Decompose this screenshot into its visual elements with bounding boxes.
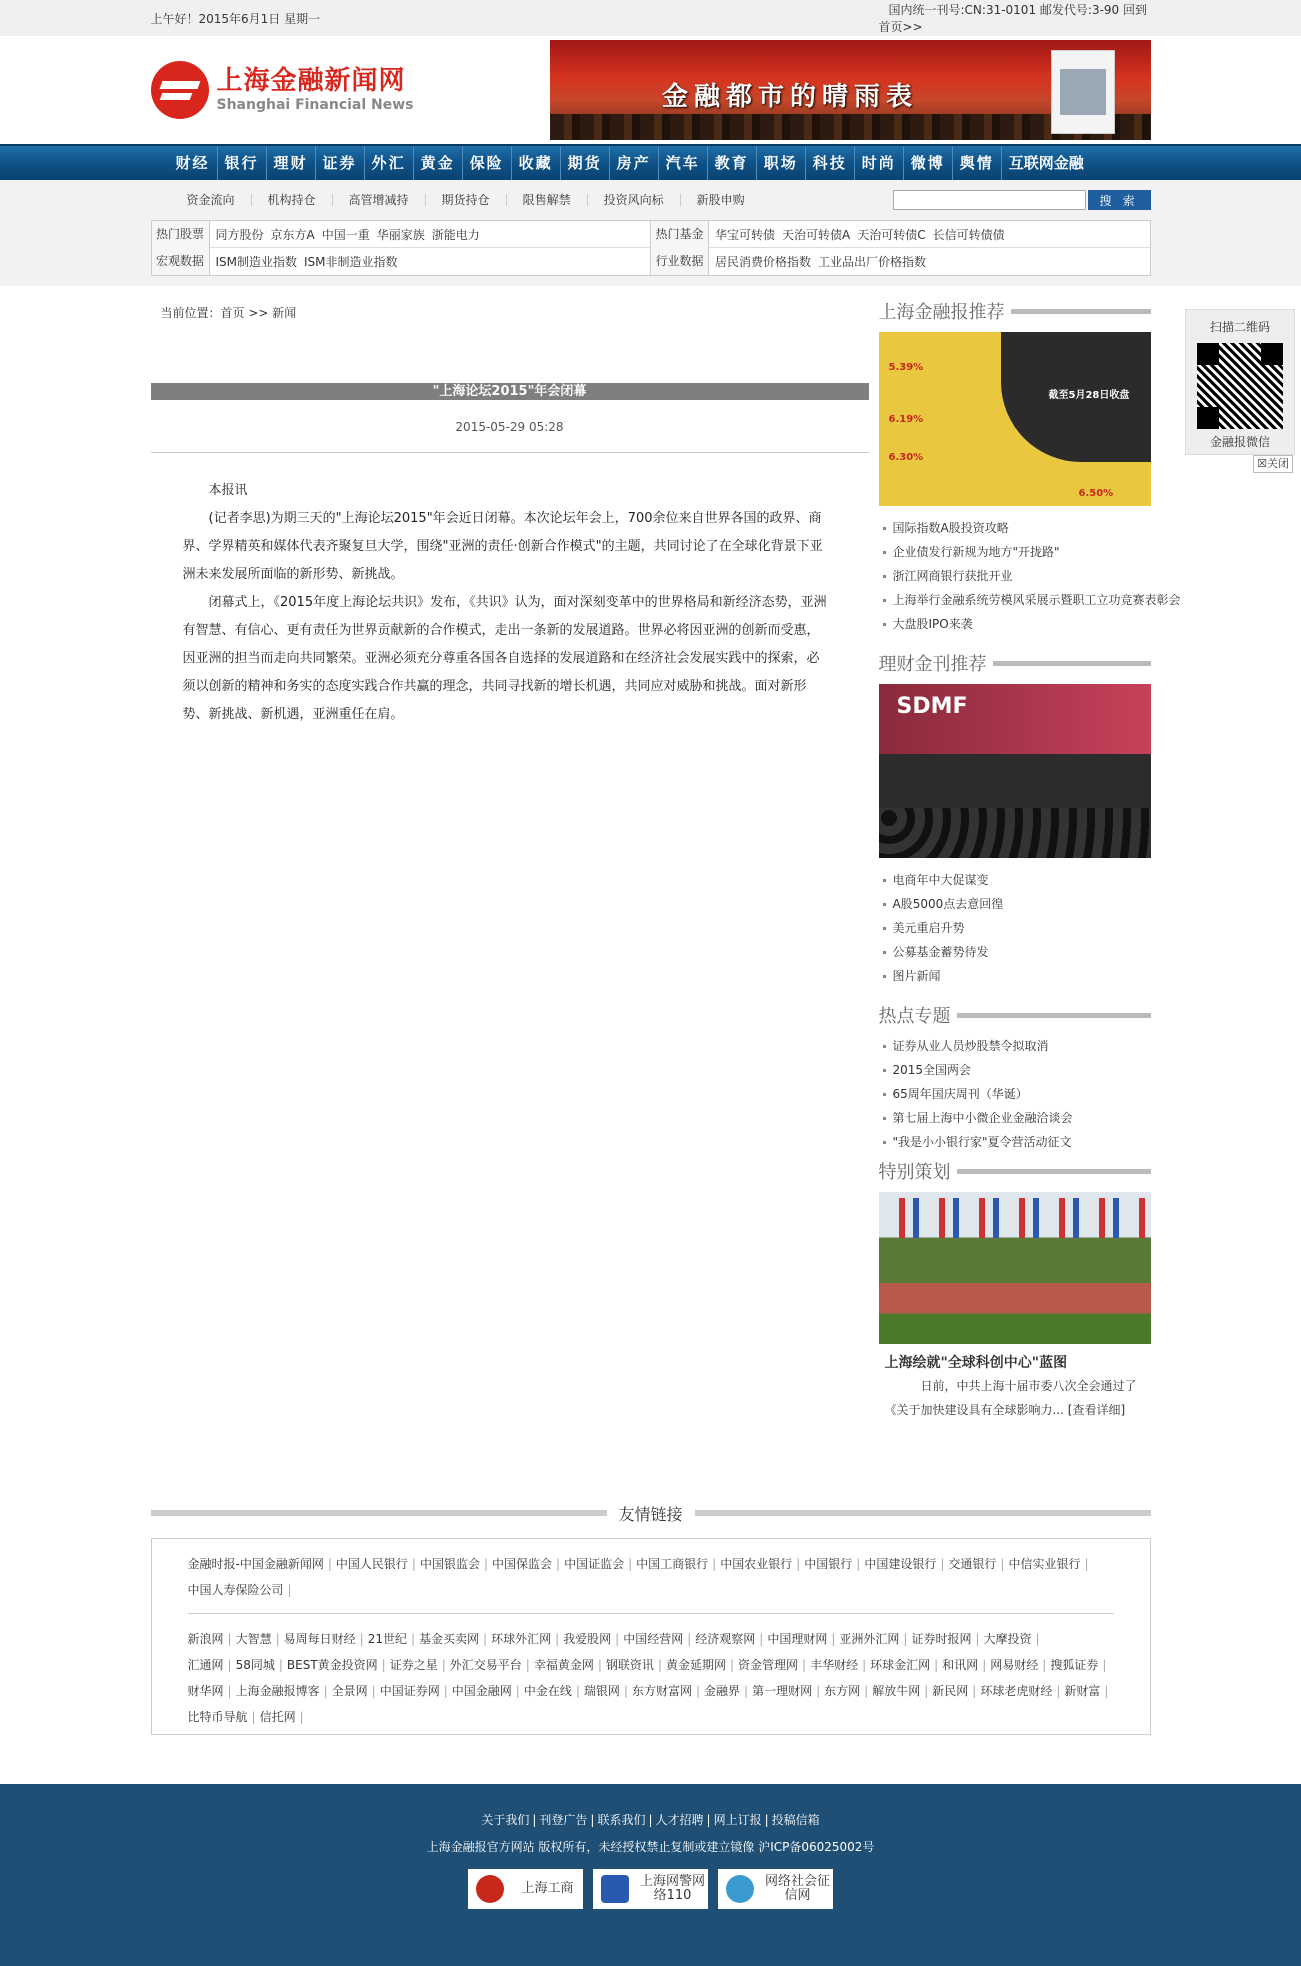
article-title: "上海论坛2015"年会闭幕 bbox=[151, 383, 869, 400]
search-button[interactable]: 搜 索 bbox=[1088, 190, 1151, 210]
qr-title: 扫描二维码 bbox=[1209, 320, 1270, 334]
subnav-link[interactable]: 投资风向标 bbox=[588, 194, 681, 206]
link-separator: | bbox=[1102, 1658, 1107, 1672]
list-item[interactable]: "我是小小银行家"夏令营活动征文 bbox=[879, 1130, 1151, 1154]
nav-item[interactable]: 期货 bbox=[561, 146, 610, 180]
list-item[interactable]: 65周年国庆周刊（华诞） bbox=[879, 1082, 1151, 1106]
friend-link[interactable]: 网易财经 bbox=[990, 1658, 1039, 1672]
nav-item[interactable]: 科技 bbox=[806, 146, 855, 180]
hot-topics-heading: 热点专题 bbox=[879, 1000, 1151, 1030]
friend-link[interactable]: 中国理财网 bbox=[767, 1632, 828, 1646]
qr-close-button[interactable]: ☒关闭 bbox=[1253, 455, 1293, 473]
data-values bbox=[709, 226, 1012, 243]
friend-link[interactable]: 比特币导航 bbox=[187, 1710, 248, 1724]
link-separator: | bbox=[729, 1658, 735, 1672]
friend-link[interactable]: 金融时报-中国金融新闻网 bbox=[187, 1557, 324, 1571]
link-separator: | bbox=[443, 1684, 448, 1698]
friend-link[interactable]: 中国证监会 bbox=[564, 1557, 625, 1571]
nav-item[interactable]: 证券 bbox=[316, 146, 365, 180]
friend-link[interactable]: 中金在线 bbox=[523, 1684, 572, 1698]
logo-cn: 上海金融新闻网 bbox=[216, 66, 406, 96]
data-link[interactable]: ISM制造业指数 bbox=[215, 255, 298, 269]
header bbox=[0, 36, 1301, 144]
link-separator: | bbox=[483, 1557, 489, 1571]
link-separator: | bbox=[816, 1684, 821, 1698]
nav-item[interactable]: 职场 bbox=[757, 146, 806, 180]
friend-link[interactable]: 21世纪 bbox=[367, 1632, 407, 1646]
magazine-list bbox=[879, 868, 1151, 988]
link-separator: | bbox=[695, 1684, 700, 1698]
list-item[interactable]: 电商年中大促谋变 bbox=[879, 868, 1151, 892]
subnav-link[interactable]: 新股申购 bbox=[696, 193, 745, 207]
footer-link[interactable]: 投稿信箱 bbox=[771, 1813, 820, 1827]
nav-item[interactable]: 黄金 bbox=[414, 146, 463, 180]
data-category-label: 宏观数据 bbox=[152, 248, 210, 275]
link-separator: | bbox=[411, 1557, 416, 1571]
data-cell bbox=[650, 248, 1150, 275]
flags-shape bbox=[879, 1198, 1151, 1238]
data-link[interactable]: 华宝可转债 bbox=[715, 227, 776, 242]
data-cell bbox=[152, 221, 651, 247]
list-item[interactable]: 上海举行金融系统劳模风采展示暨职工立功竞赛表彰会 bbox=[879, 588, 1151, 612]
friend-link[interactable]: 58同城 bbox=[235, 1658, 275, 1672]
link-separator: | bbox=[275, 1632, 280, 1646]
image-label: 6.30% bbox=[888, 452, 924, 463]
data-link[interactable]: 华丽家族 bbox=[376, 227, 425, 242]
nav-item[interactable]: 汽车 bbox=[659, 146, 708, 180]
data-row bbox=[152, 221, 1150, 248]
nav-item[interactable]: 外汇 bbox=[365, 146, 414, 180]
link-separator: | bbox=[483, 1632, 488, 1646]
friend-link[interactable]: 证券之星 bbox=[389, 1658, 438, 1672]
special-image[interactable] bbox=[879, 1192, 1151, 1344]
friend-link[interactable]: 中国人民银行 bbox=[335, 1557, 408, 1571]
image-label: 6.19% bbox=[888, 414, 924, 425]
friend-link[interactable]: 新民网 bbox=[932, 1684, 969, 1698]
link-separator: | bbox=[934, 1658, 939, 1672]
list-item[interactable]: 国际指数A股投资攻略 bbox=[879, 516, 1151, 540]
link-separator: | bbox=[371, 1684, 376, 1698]
friend-link[interactable]: 中国银行 bbox=[804, 1557, 853, 1571]
shield-icon bbox=[726, 1875, 754, 1903]
link-separator: | bbox=[287, 1583, 292, 1597]
recommend-heading: 上海金融报推荐 bbox=[879, 296, 1151, 326]
article-paragraph: (记者李思)为期三天的"上海论坛2015"年会近日闭幕。本次论坛年会上，700余位来自世界各国的政界、商界、学界精英和媒体代表齐聚复旦大学，围绕"亚洲的责任·创新合作模式"的主题，共同讨论了在全球化背景下亚洲未来发展所面临的新形势、新挑战。 bbox=[182, 511, 823, 582]
data-link[interactable]: 天治可转债C bbox=[857, 227, 926, 242]
footer-links bbox=[0, 1811, 1301, 1828]
friend-links-divider bbox=[188, 1613, 1114, 1614]
friend-link[interactable]: 交通银行 bbox=[948, 1557, 997, 1571]
link-separator: | bbox=[555, 1632, 560, 1646]
badge-shanghai-business[interactable]: 上海工商 bbox=[468, 1869, 583, 1909]
article-lead: 本报讯 bbox=[208, 483, 248, 498]
market-data-table bbox=[151, 220, 1151, 276]
footer-link[interactable]: 刊登广告 bbox=[539, 1813, 588, 1827]
recommend-list bbox=[879, 516, 1181, 636]
police-emblem-icon bbox=[476, 1875, 504, 1903]
data-row bbox=[152, 248, 1150, 275]
link-separator: | bbox=[575, 1684, 580, 1698]
link-separator: | bbox=[1056, 1684, 1061, 1698]
footer-link[interactable]: 人才招聘 bbox=[655, 1813, 704, 1827]
friend-link[interactable]: 中国建设银行 bbox=[864, 1557, 937, 1571]
logo-icon bbox=[151, 61, 209, 119]
link-separator: | bbox=[327, 1557, 332, 1571]
friend-link[interactable]: 大摩投资 bbox=[983, 1632, 1032, 1646]
link-separator: | bbox=[441, 1658, 446, 1672]
logo-en: Shanghai Financial News bbox=[216, 97, 414, 113]
link-separator: | bbox=[227, 1632, 232, 1646]
data-link[interactable]: 居民消费价格指数 bbox=[715, 255, 812, 269]
nav-item[interactable]: 时尚 bbox=[855, 146, 904, 180]
link-separator: | bbox=[972, 1684, 977, 1698]
friend-link[interactable]: 易周每日财经 bbox=[283, 1632, 356, 1646]
friend-link[interactable]: 黄金延期网 bbox=[665, 1658, 726, 1672]
banner-title: 金融都市的晴雨表 bbox=[661, 82, 918, 112]
link-separator: | bbox=[278, 1658, 283, 1672]
data-category-label: 热门股票 bbox=[152, 221, 210, 248]
data-values bbox=[210, 226, 487, 243]
close-icon: ☒ bbox=[1257, 457, 1267, 470]
link-separator: | bbox=[982, 1658, 987, 1672]
special-headline[interactable]: 上海绘就"全球科创中心"蓝图 bbox=[884, 1355, 1068, 1371]
friend-link[interactable]: 金融界 bbox=[704, 1684, 741, 1698]
friend-link[interactable]: 第一理财网 bbox=[752, 1684, 813, 1698]
article-column bbox=[151, 296, 869, 1422]
image-label: 5.39% bbox=[888, 362, 924, 373]
link-separator: | bbox=[359, 1632, 364, 1646]
link-separator: | bbox=[628, 1557, 633, 1571]
friend-link[interactable]: 上海金融报博客 bbox=[235, 1684, 320, 1698]
header-banner[interactable] bbox=[550, 40, 1151, 140]
link-separator: | bbox=[940, 1557, 945, 1571]
image-caption: 截至5月28日收盘 bbox=[1048, 390, 1130, 401]
nav-item[interactable]: 理财 bbox=[267, 146, 316, 180]
link-separator: | bbox=[975, 1632, 980, 1646]
friend-link[interactable]: 中信实业银行 bbox=[1008, 1557, 1081, 1571]
nav-item[interactable]: 互联网金融 bbox=[1008, 154, 1084, 172]
recommend-image[interactable] bbox=[879, 332, 1151, 506]
friend-link[interactable]: 我爱股网 bbox=[563, 1632, 612, 1646]
qr-code-image bbox=[1197, 343, 1283, 429]
link-separator: | bbox=[515, 1684, 520, 1698]
data-cell bbox=[152, 248, 651, 275]
nav-item[interactable]: 微博 bbox=[904, 146, 953, 180]
link-separator: | bbox=[1084, 1557, 1089, 1571]
data-link[interactable]: 京东方A bbox=[270, 227, 315, 242]
link-separator: | bbox=[556, 1557, 561, 1571]
friend-link[interactable]: 证券时报网 bbox=[911, 1632, 972, 1646]
data-link[interactable]: 天治可转债A bbox=[782, 227, 851, 242]
friend-link[interactable]: 中国人寿保险公司 bbox=[187, 1583, 284, 1597]
data-cell bbox=[650, 221, 1150, 247]
image-label: 6.50% bbox=[1078, 488, 1114, 499]
nav-item[interactable]: 舆情 bbox=[953, 146, 1002, 180]
nav-item[interactable]: 教育 bbox=[708, 146, 757, 180]
footer-copyright: 上海金融报官方网站 版权所有，未经授权禁止复制或建立镜像 沪ICP备06025002号 bbox=[426, 1840, 875, 1854]
friend-link[interactable]: 中国银监会 bbox=[419, 1557, 480, 1571]
special-description: 日前，中共上海十届市委八次全会通过了《关于加快建设具有全球影响力... [查看详细] bbox=[884, 1379, 1137, 1417]
data-link[interactable]: 中国一重 bbox=[321, 227, 370, 242]
subnav-link[interactable]: 期货持仓 bbox=[426, 194, 507, 206]
friend-link[interactable]: 和讯网 bbox=[942, 1658, 979, 1672]
data-link[interactable]: 浙能电力 bbox=[431, 227, 480, 242]
data-link[interactable]: 工业品出厂价格指数 bbox=[818, 255, 927, 269]
list-item[interactable]: 大盘股IPO来袭 bbox=[879, 612, 1151, 636]
sub-nav bbox=[0, 180, 1301, 286]
friend-link[interactable]: 新财富 bbox=[1064, 1684, 1101, 1698]
list-item[interactable]: 证券从业人员炒股禁令拟取消 bbox=[879, 1034, 1151, 1058]
nav-item[interactable]: 保险 bbox=[463, 146, 512, 180]
data-values bbox=[210, 253, 405, 270]
list-item[interactable]: 第七届上海中小微企业金融洽谈会 bbox=[879, 1106, 1151, 1130]
crowd-shape bbox=[879, 808, 1151, 858]
link-separator: | bbox=[227, 1658, 232, 1672]
link-separator: | bbox=[687, 1632, 692, 1646]
subnav-link[interactable]: 限售解禁 bbox=[507, 194, 588, 206]
link-separator: | bbox=[864, 1684, 869, 1698]
issn-info: 国内统一刊号:CN:31-0101 邮发代号:3-90 bbox=[888, 3, 1120, 17]
link-separator: | bbox=[706, 1813, 711, 1827]
subnav-link[interactable]: 机构持仓 bbox=[252, 194, 333, 206]
banner-magazine-image bbox=[1051, 50, 1115, 134]
qr-caption: 金融报微信 bbox=[1209, 435, 1270, 449]
footer-link[interactable]: 关于我们 bbox=[481, 1813, 530, 1827]
link-separator: | bbox=[227, 1684, 232, 1698]
friend-link[interactable]: 中国农业银行 bbox=[720, 1557, 793, 1571]
link-separator: | bbox=[831, 1632, 836, 1646]
friend-link[interactable]: 经济观察网 bbox=[695, 1632, 756, 1646]
link-separator: | bbox=[712, 1557, 717, 1571]
link-separator: | bbox=[796, 1557, 801, 1571]
friend-link[interactable]: 信托网 bbox=[259, 1710, 296, 1724]
date-greeting: 上午好！2015年6月1日 星期一 bbox=[150, 11, 321, 26]
friend-link[interactable]: 中国保监会 bbox=[492, 1557, 553, 1571]
friend-link[interactable]: 全景网 bbox=[331, 1684, 368, 1698]
friend-link[interactable]: 环球老虎财经 bbox=[980, 1684, 1053, 1698]
data-link[interactable]: 长信可转债债 bbox=[932, 227, 1005, 242]
footer-badges bbox=[0, 1869, 1301, 1909]
link-separator: | bbox=[903, 1632, 908, 1646]
friend-link[interactable]: 钢联资讯 bbox=[605, 1658, 654, 1672]
friend-link[interactable]: 亚洲外汇网 bbox=[839, 1632, 900, 1646]
list-item[interactable]: 企业债发行新规为地方"开拢路" bbox=[879, 540, 1151, 564]
sidebar bbox=[878, 296, 1181, 1422]
link-separator: | bbox=[623, 1684, 628, 1698]
friend-link[interactable]: 中国工商银行 bbox=[636, 1557, 709, 1571]
badge-cyber-police[interactable]: 上海网警网络110 bbox=[593, 1869, 708, 1909]
footer-link[interactable]: 联系我们 bbox=[597, 1813, 646, 1827]
friend-link[interactable]: 大智慧 bbox=[235, 1632, 272, 1646]
cyber-police-icon bbox=[601, 1875, 629, 1903]
footer-link[interactable]: 网上订报 bbox=[713, 1813, 762, 1827]
breadcrumb: 当前位置：首页 >> 新闻 bbox=[160, 306, 297, 320]
top-bar bbox=[0, 0, 1301, 36]
link-separator: | bbox=[856, 1557, 861, 1571]
link-separator: | bbox=[862, 1658, 867, 1672]
friend-link[interactable]: 环球金汇网 bbox=[870, 1658, 931, 1672]
link-separator: | bbox=[299, 1710, 304, 1724]
friend-links-group-media bbox=[188, 1626, 1114, 1730]
friend-link[interactable]: BEST黄金投资网 bbox=[286, 1658, 378, 1672]
special-heading: 特别策划 bbox=[879, 1156, 1151, 1186]
data-link[interactable]: ISM非制造业指数 bbox=[304, 255, 398, 269]
friend-link[interactable]: 新浪网 bbox=[187, 1632, 224, 1646]
friend-link[interactable]: 瑞银网 bbox=[583, 1684, 620, 1698]
link-separator: | bbox=[744, 1684, 749, 1698]
subnav-link[interactable]: 资金流向 bbox=[171, 194, 252, 206]
friend-link[interactable]: 东方网 bbox=[824, 1684, 861, 1698]
list-item[interactable]: 2015全国两会 bbox=[879, 1058, 1151, 1082]
site-logo[interactable] bbox=[151, 61, 414, 119]
link-separator: | bbox=[381, 1658, 386, 1672]
friend-link[interactable]: 汇通网 bbox=[187, 1658, 224, 1672]
nav-item[interactable]: 银行 bbox=[218, 146, 267, 180]
list-item[interactable]: A股5000点去意回徨 bbox=[879, 892, 1151, 916]
home-link[interactable]: 回到首页>> bbox=[878, 3, 1148, 34]
link-separator: | bbox=[648, 1813, 653, 1827]
friend-links bbox=[151, 1498, 1151, 1735]
article-paragraph: 闭幕式上，《2015年度上海论坛共识》发布，《共识》认为，面对深刻变革中的世界格局和新经济态势，亚洲有智慧、有信心、更有责任为世界贡献新的合作模式，走出一条新的发展道路。世界必将因亚洲的创新而受惠，因亚洲的担当而走向共同繁荣。亚洲必须充分尊重各国各自选择的发展道路和在经济社会发展实践中的探索，必须以创新的精神和务实的态度实践合作共赢的理念，共同寻找新的增长机遇，共同应对威胁和挑战。面对新形势、新挑战、新机遇，亚洲重任在肩。 bbox=[182, 595, 827, 722]
link-separator: | bbox=[323, 1684, 328, 1698]
friend-link[interactable]: 外汇交易平台 bbox=[449, 1658, 522, 1672]
footer bbox=[0, 1784, 1301, 1966]
link-separator: | bbox=[764, 1813, 769, 1827]
friend-link[interactable]: 解放牛网 bbox=[872, 1684, 921, 1698]
data-values bbox=[709, 253, 933, 270]
nav-item[interactable]: 房产 bbox=[610, 146, 659, 180]
special-more-link[interactable]: [查看详细] bbox=[1067, 1403, 1126, 1417]
link-separator: | bbox=[802, 1658, 807, 1672]
friend-link[interactable]: 幸福黄金网 bbox=[533, 1658, 594, 1672]
link-separator: | bbox=[525, 1658, 530, 1672]
article-body bbox=[151, 453, 869, 729]
nav-item[interactable]: 财经 bbox=[169, 146, 218, 180]
friend-link[interactable]: 中国金融网 bbox=[451, 1684, 512, 1698]
link-separator: | bbox=[590, 1813, 595, 1827]
list-item[interactable]: 浙江网商银行获批开业 bbox=[879, 564, 1151, 588]
link-separator: | bbox=[1035, 1632, 1040, 1646]
link-separator: | bbox=[759, 1632, 764, 1646]
nav-item[interactable]: 收藏 bbox=[512, 146, 561, 180]
subnav-link[interactable]: 高管增减持 bbox=[333, 194, 426, 206]
hot-topics-list bbox=[879, 1034, 1151, 1154]
friend-link[interactable]: 中国经营网 bbox=[623, 1632, 684, 1646]
badge-credit[interactable]: 网络社会征信网 bbox=[718, 1869, 833, 1909]
data-link[interactable]: 同方股份 bbox=[215, 227, 264, 242]
forum-screen: SDMF bbox=[879, 684, 1151, 754]
article-date: 2015-05-29 05:28 bbox=[455, 420, 564, 434]
search-input[interactable] bbox=[893, 190, 1086, 210]
friend-links-heading: 友情链接 bbox=[151, 1498, 1151, 1528]
link-separator: | bbox=[1000, 1557, 1005, 1571]
link-separator: | bbox=[615, 1632, 620, 1646]
list-item[interactable]: 图片新闻 bbox=[879, 964, 1151, 988]
friend-link[interactable]: 资金管理网 bbox=[738, 1658, 799, 1672]
link-separator: | bbox=[924, 1684, 929, 1698]
main-nav bbox=[0, 144, 1301, 180]
search-box bbox=[893, 190, 1151, 210]
friend-link[interactable]: 东方财富网 bbox=[631, 1684, 692, 1698]
friend-link[interactable]: 基金买卖网 bbox=[419, 1632, 480, 1646]
data-category-label: 行业数据 bbox=[651, 248, 709, 275]
qr-floater bbox=[1185, 309, 1295, 455]
data-category-label: 热门基金 bbox=[651, 221, 709, 248]
link-separator: | bbox=[410, 1632, 416, 1646]
friend-link[interactable]: 财华网 bbox=[187, 1684, 224, 1698]
friend-links-box bbox=[151, 1538, 1151, 1735]
friend-link[interactable]: 丰华财经 bbox=[810, 1658, 859, 1672]
friend-link[interactable]: 搜狐证券 bbox=[1050, 1658, 1099, 1672]
link-separator: | bbox=[532, 1813, 537, 1827]
list-item[interactable]: 美元重启升势 bbox=[879, 916, 1151, 940]
link-separator: | bbox=[657, 1658, 662, 1672]
friend-link[interactable]: 中国证券网 bbox=[379, 1684, 440, 1698]
link-separator: | bbox=[1104, 1684, 1109, 1698]
list-item[interactable]: 公募基金蓄势待发 bbox=[879, 940, 1151, 964]
link-separator: | bbox=[251, 1710, 256, 1724]
friend-link[interactable]: 环球外汇网 bbox=[491, 1632, 552, 1646]
link-separator: | bbox=[597, 1658, 602, 1672]
magazine-image[interactable] bbox=[879, 684, 1151, 858]
link-separator: | bbox=[1042, 1658, 1047, 1672]
friend-links-group-official bbox=[188, 1551, 1114, 1603]
magazine-heading: 理财金刊推荐 bbox=[879, 648, 1151, 678]
